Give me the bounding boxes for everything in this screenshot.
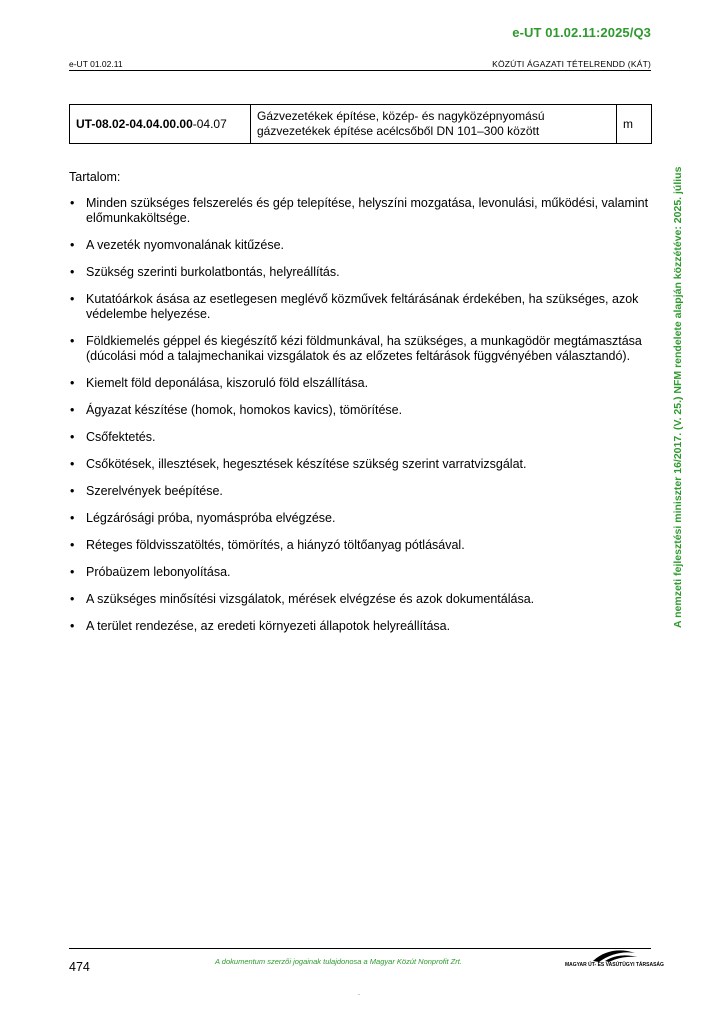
list-item [69,196,654,226]
list-item-text: Réteges földvisszatöltés, tömörítés, a hiányzó töltőanyag pótlásával. [86,538,465,552]
header-divider [69,70,651,71]
copyright-note: A dokumentum szerzői jogainak tulajdonosa a Magyar Közút Nonprofit Zrt. [215,957,462,966]
list-item [69,457,654,472]
list-item-text: A vezeték nyomvonalának kitűzése. [86,238,285,252]
bullet-icon: • [70,511,75,525]
item-code-main: UT-08.02-04.04.00.00 [76,117,193,131]
list-item-text: Kiemelt föld deponálása, kiszoruló föld elszállítása. [86,376,369,390]
list-item-text: Kutatóárkok ásása az esetlegesen meglévő közművek feltárásának érdekében, ha szükséges, azok védelembe helyezése. [86,292,639,321]
list-item-text: Szükség szerinti burkolatbontás, helyreállítás. [86,265,340,279]
company-logo [565,948,664,972]
item-unit: m [617,105,652,144]
document-code: e-UT 01.02.11:2025/Q3 [512,25,651,40]
page-number: 474 [69,960,90,974]
bullet-icon: • [70,565,75,579]
item-code [70,105,251,144]
bullet-icon: • [70,265,75,279]
bullet-icon: • [70,196,75,210]
bullet-icon: • [70,292,75,306]
list-item-text: Próbaüzem lebonyolítása. [86,565,231,579]
side-publication-note: A nemzeti fejlesztési miniszter 16/2017. (V. 25.) NFM rendelete alapján közzétéve: 2025. július [672,166,684,628]
bullet-icon: • [70,484,75,498]
list-item-text: Minden szükséges felszerelés és gép telepítése, helyszíni mozgatása, levonulási, működési, valamint előmunkaköltsége. [86,196,649,225]
list-item-text: Szerelvények beépítése. [86,484,223,498]
bullet-icon: • [70,403,75,417]
list-item [69,538,654,553]
list-item-text: Földkiemelés géppel és kiegészítő kézi földmunkával, ha szükséges, a munkagödör megtámasztása (dúcolási mód a talajmechanikai vizsgálatok és az előzetes feltárások függvényében választandó). [86,334,642,363]
item-code-suffix: -04.07 [192,117,227,131]
list-item-text: Ágyazat készítése (homok, homokos kavics), tömörítése. [86,403,403,417]
item-table [69,104,652,144]
list-item [69,430,654,445]
bullet-icon: • [70,592,75,606]
list-item [69,511,654,526]
content-title: Tartalom: [69,170,121,184]
list-item-text: A szükséges minősítési vizsgálatok, mérések elvégzése és azok dokumentálása. [86,592,535,606]
bullet-icon: • [70,334,75,348]
bullet-icon: • [70,376,75,390]
bullet-icon: • [70,538,75,552]
list-item-text: Csőfektetés. [86,430,156,444]
list-item [69,592,654,607]
list-item [69,334,654,364]
list-item [69,565,654,580]
footer-divider [69,948,651,949]
list-item [69,376,654,391]
list-item [69,265,654,280]
list-item-text: Csőkötések, illesztések, hegesztések készítése szükség szerint varratvizsgálat. [86,457,527,471]
list-item [69,292,654,322]
list-item [69,484,654,499]
list-item [69,238,654,253]
list-item [69,403,654,418]
item-description: Gázvezetékek építése, közép- és nagyközépnyomású gázvezetékek építése acélcsőből DN 101–300 között [251,105,617,144]
list-item-text: A terület rendezése, az eredeti környezeti állapotok helyreállítása. [86,619,451,633]
header-left: e-UT 01.02.11 [69,59,123,69]
content-list [69,196,654,646]
list-item-text: Légzárósági próba, nyomáspróba elvégzése. [86,511,336,525]
header-right: KÖZÚTI ÁGAZATI TÉTELRENDD (KÁT) [492,59,651,69]
logo-text: MAGYAR ÚT- ÉS VASÚTÜGYI TÁRSASÁG [565,962,664,968]
list-item [69,619,654,634]
bullet-icon: • [70,457,75,471]
bullet-icon: • [70,238,75,252]
bullet-icon: • [70,430,75,444]
page-mark [358,994,360,995]
bullet-icon: • [70,619,75,633]
item-row [70,105,652,144]
